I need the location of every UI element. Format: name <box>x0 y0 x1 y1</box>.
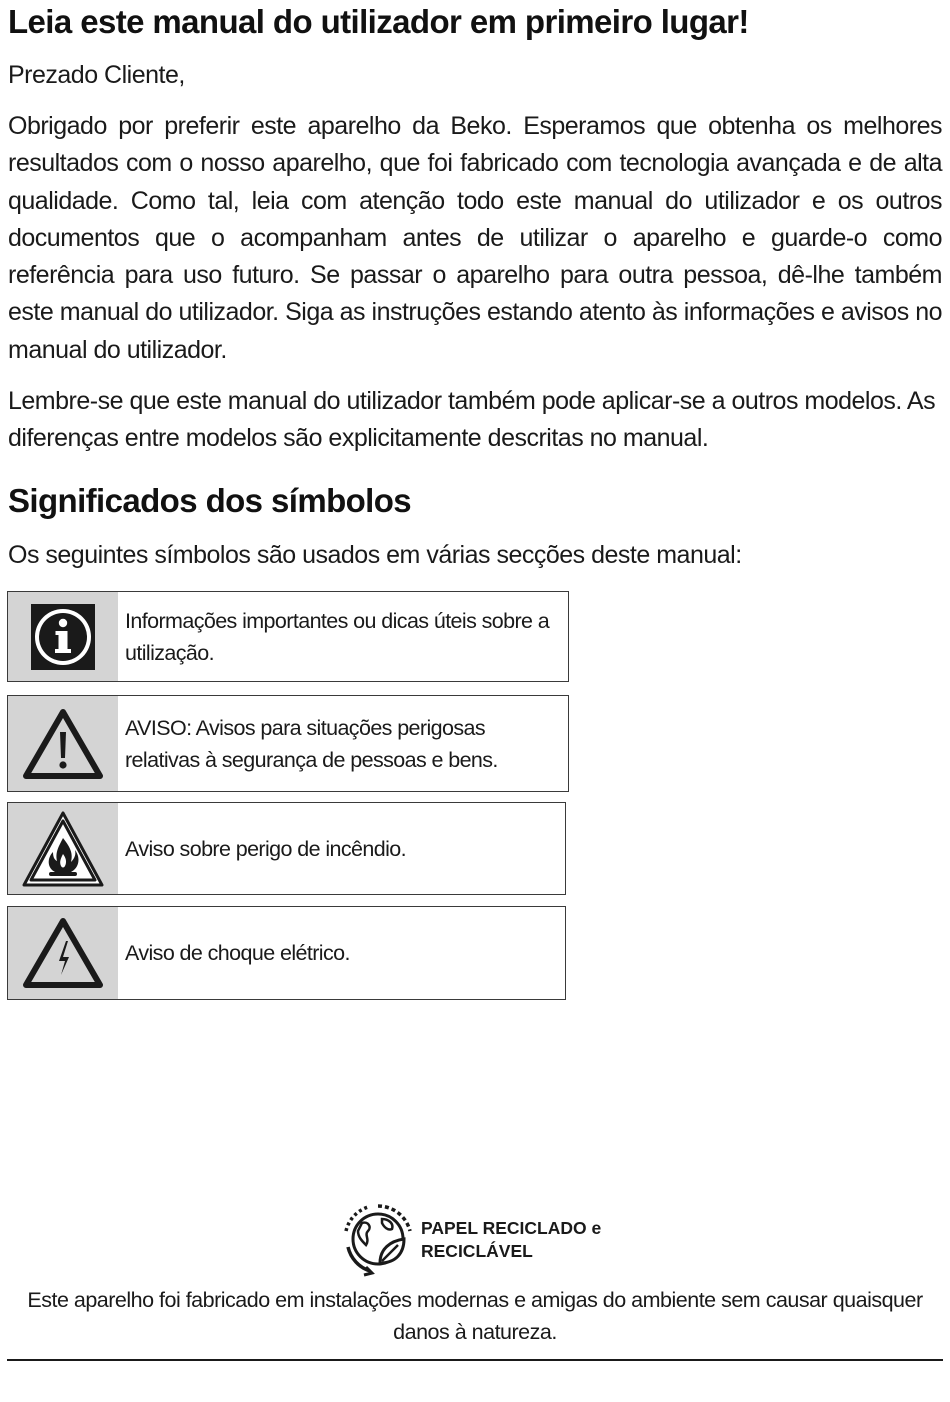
symbol-row-warning <box>7 695 569 792</box>
eco-badge-label <box>421 1217 601 1263</box>
eco-badge <box>344 1199 624 1281</box>
info-icon <box>31 604 95 670</box>
fire-warning-icon <box>21 810 105 888</box>
symbol-icon-cell <box>8 803 118 894</box>
symbol-icon-cell <box>8 696 118 791</box>
page-title: Leia este manual do utilizador em primeiro lugar! <box>8 3 749 40</box>
electric-shock-icon <box>23 917 103 989</box>
symbol-row-electric <box>7 906 566 1000</box>
symbols-intro: Os seguintes símbolos são usados em várias secções deste manual: <box>8 541 742 569</box>
eco-badge-line2: RECICLÁVEL <box>421 1241 533 1261</box>
symbol-description: Informações importantes ou dicas úteis sobre a utilização. <box>125 608 550 665</box>
symbols-heading: Significados dos símbolos <box>8 482 412 519</box>
greeting: Prezado Cliente, <box>8 61 185 89</box>
eco-badge-line1: PAPEL RECICLADO e <box>421 1218 602 1238</box>
recycled-paper-icon <box>344 1201 412 1279</box>
intro-paragraph: Obrigado por preferir este aparelho da Beko. Esperamos que obtenha os melhores resultados com o nosso aparelho, que foi fabricado com tecnologia avançada e de alta qualidade. Como tal, leia com atenção todo este manual do utilizador e os outros documentos que o acompanham antes de utilizar o aparelho e guarde-o como referência para uso futuro. Se passar o aparelho para outra pessoa, dê-lhe também este manual do utilizador. Siga as instruções estando atento às informações e avisos no manual do utilizador. <box>8 112 942 364</box>
symbol-icon-cell <box>8 907 118 999</box>
symbol-row-info <box>7 591 569 682</box>
footer-divider <box>7 1359 943 1361</box>
symbol-description: AVISO: Avisos para situações perigosas relativas à segurança de pessoas e bens. <box>125 715 498 772</box>
symbol-icon-cell <box>8 592 118 681</box>
models-note-paragraph: Lembre-se que este manual do utilizador também pode aplicar-se a outros modelos. As diferenças entre modelos são explicitamente descritas no manual. <box>8 387 936 453</box>
footer-statement: Este aparelho foi fabricado em instalações modernas e amigas do ambiente sem causar quaisquer danos à natureza. <box>27 1288 923 1344</box>
warning-icon <box>23 708 103 780</box>
symbol-description: Aviso de choque elétrico. <box>125 941 350 965</box>
symbol-row-fire <box>7 802 566 895</box>
symbol-description: Aviso sobre perigo de incêndio. <box>125 836 407 861</box>
